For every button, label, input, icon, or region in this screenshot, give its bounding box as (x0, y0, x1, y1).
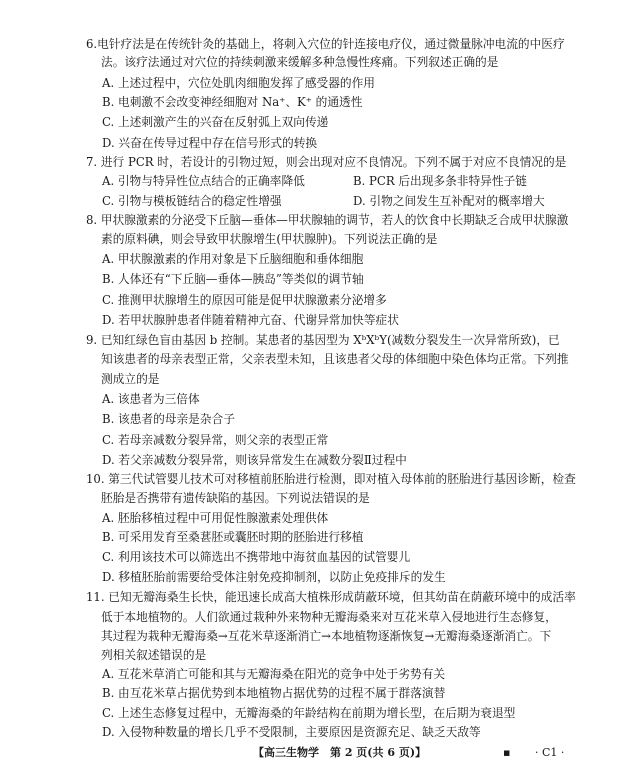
question-9-option-b: B. 该患者的母亲是杂合子 (102, 412, 235, 427)
question-10-stem-line-1: 10. 第三代试管婴儿技术可对移植前胚胎进行检测，即对植入母体前的胚胎进行基因诊断，检查 (86, 472, 576, 487)
question-11-stem-line-1: 11. 已知无瓣海桑生长快，能迅速长成高大植株形成荫蔽环境，但其幼苗在荫蔽环境中的成活率 (86, 590, 576, 605)
question-10-option-b: B. 可采用发育至桑葚胚或囊胚时期的胚胎进行移植 (102, 530, 364, 545)
question-11-option-d: D. 入侵物种数量的增长几乎不受限制，主要原因是资源充足、缺乏天敌等 (102, 725, 481, 739)
question-10-option-c: C. 利用该技术可以筛选出不携带地中海贫血基因的试管婴儿 (102, 549, 411, 564)
question-9-option-a: A. 该患者为三倍体 (102, 392, 200, 407)
footer-mark: ▪ (503, 746, 511, 759)
question-8-option-a: A. 甲状腺激素的作用对象是下丘脑细胞和垂体细胞 (102, 251, 364, 266)
question-7-stem-line-1: 7. 进行 PCR 时，若设计的引物过短，则会出现对应不良情况。下列不属于对应不良情况的是 (86, 155, 567, 169)
question-7-option-c: C. 引物与模板链结合的稳定性增强 (102, 193, 282, 208)
question-9-option-d: D. 若父亲减数分裂异常，则该异常发生在减数分裂Ⅱ过程中 (102, 452, 407, 467)
question-8-option-b: B. 人体还有“下丘脑—垂体—胰岛”等类似的调节轴 (102, 272, 364, 287)
page-footer (0, 745, 641, 761)
question-9-option-c: C. 若母亲减数分裂异常，则父亲的表型正常 (102, 432, 329, 447)
question-9-stem-line-1: 9. 已知红绿色盲由基因 b 控制。某患者的基因型为 XᵇXᵇY(减数分裂发生一次异常所致)，已 (86, 333, 560, 347)
question-9-stem-line-2: 知该患者的母亲表型正常，父亲表型未知，且该患者父母的体细胞中染色体均正常。下列推 (101, 352, 569, 367)
footer-code: · C1 · (535, 746, 565, 759)
question-10-option-d: D. 移植胚胎前需要给受体注射免疫抑制剂，以防止免疫排斥的发生 (102, 570, 446, 585)
question-11-stem-line-4: 列相关叙述错误的是 (101, 647, 207, 662)
question-11-option-b: B. 由互花米草占据优势到本地植物占据优势的过程不属于群落演替 (102, 686, 446, 701)
question-6-stem-line-1: 6.电针疗法是在传统针灸的基础上，将刺入穴位的针连接电疗仪，通过微量脉冲电流的中医疗 (86, 37, 565, 51)
question-8-stem-line-1: 8. 甲状腺激素的分泌受下丘脑—垂体—甲状腺轴的调节，若人的饮食中长期缺乏合成甲状腺激 (86, 213, 569, 228)
question-7-option-b: B. PCR 后出现多条非特异性子链 (353, 174, 527, 189)
question-10-option-a: A. 胚胎移植过程中可用促性腺激素处理供体 (102, 511, 329, 525)
footer-page-title: 【高三生物学 第 2 页(共 6 页)】 (253, 746, 427, 759)
question-8-option-d: D. 若甲状腺肿患者伴随着精神亢奋、代谢异常加快等症状 (102, 312, 399, 327)
question-8-stem-line-2: 素的原料碘，则会导致甲状腺增生(甲状腺肿)。下列说法正确的是 (101, 231, 438, 246)
question-7-option-a: A. 引物与特异性位点结合的正确率降低 (102, 174, 305, 189)
question-11-option-a: A. 互花米草消亡可能和其与无瓣海桑在阳光的竞争中处于劣势有关 (102, 666, 446, 681)
question-11-stem-line-3: 其过程为栽种无瓣海桑→互花米草逐渐消亡→本地植物逐渐恢复→无瓣海桑逐渐消亡。下 (101, 629, 552, 644)
question-7-option-d: D. 引物之间发生互补配对的概率增大 (353, 193, 545, 208)
question-8-option-c: C. 推测甲状腺增生的原因可能是促甲状腺激素分泌增多 (102, 292, 387, 307)
question-10-stem-line-2: 胚胎是否携带有遗传缺陷的基因。下列说法错误的是 (101, 490, 370, 505)
question-11-stem-line-2: 低于本地植物的。人们欲通过栽种外来物种无瓣海桑来对互花米草入侵地进行生态修复， (101, 609, 557, 624)
question-6-option-d: D. 兴奋在传导过程中存在信号形式的转换 (102, 135, 318, 150)
question-6-option-c: C. 上述刺激产生的兴奋在反射弧上双向传递 (102, 115, 329, 130)
question-6-option-a: A. 上述过程中，穴位处肌肉细胞发挥了感受器的作用 (102, 75, 375, 90)
question-6-stem-line-2: 法。该疗法通过对穴位的持续刺激来缓解多种急慢性疼痛。下列叙述正确的是 (101, 55, 499, 70)
question-11-option-c: C. 上述生态修复过程中，无瓣海桑的年龄结构在前期为增长型，在后期为衰退型 (102, 705, 516, 720)
question-6-option-b: B. 电刺激不会改变神经细胞对 Na⁺、K⁺ 的通透性 (102, 95, 363, 110)
question-9-stem-line-3: 测成立的是 (101, 371, 160, 386)
